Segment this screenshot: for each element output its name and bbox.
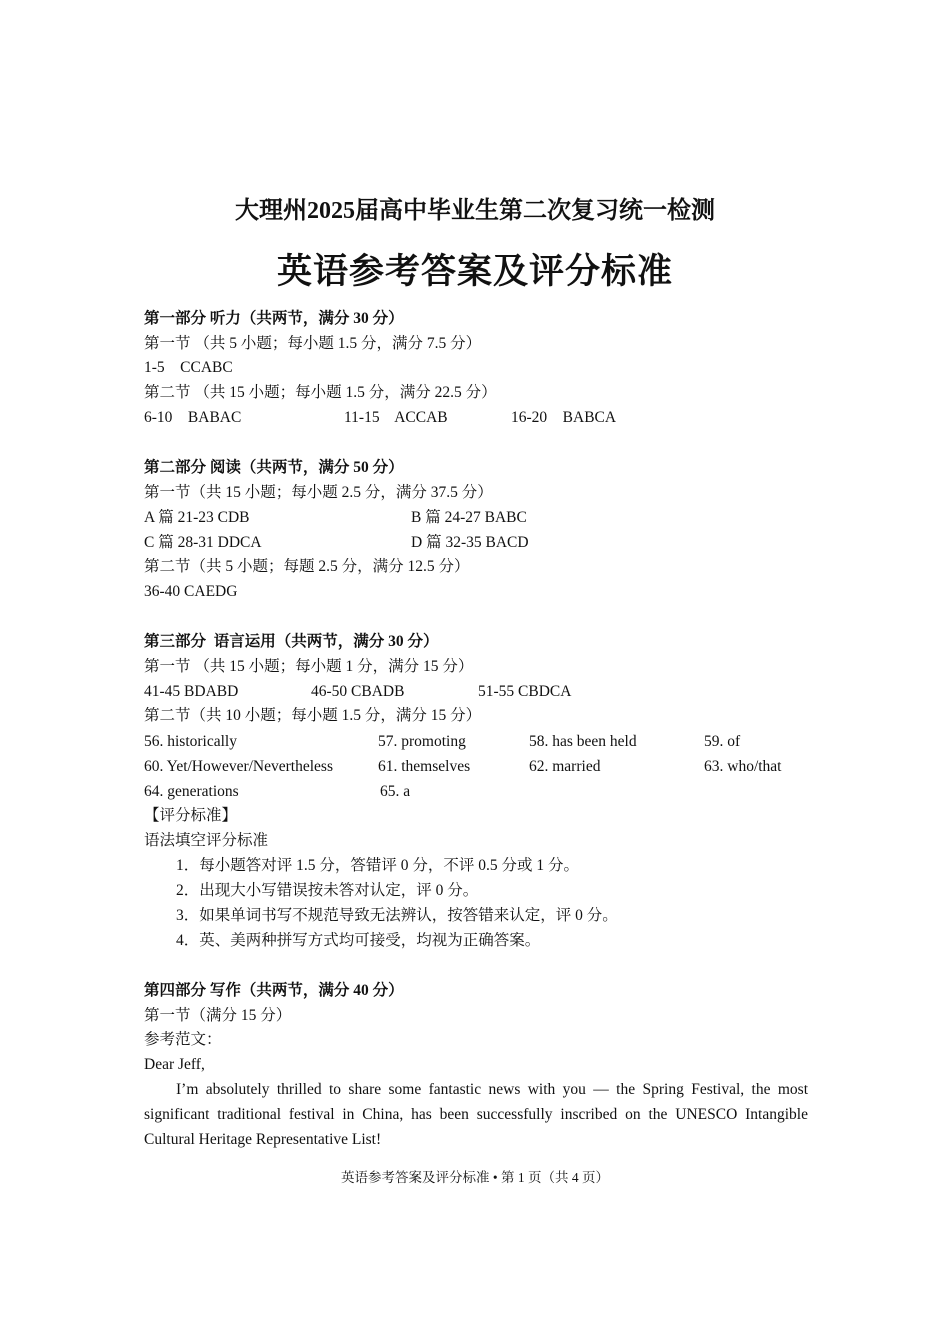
- sample-label: 参考范文：: [144, 1031, 222, 1048]
- answer-group: 41-45 BDABD: [144, 683, 239, 700]
- answer-group: 16-20 BABCA: [511, 409, 617, 426]
- answer-group: 6-10 BABAC: [144, 409, 242, 426]
- part2-section2: 第二节（共 5 小题；每题 2.5 分，满分 12.5 分）: [144, 558, 470, 575]
- grammar-answer: 58. has been held: [529, 733, 637, 750]
- part3-section2: 第二节（共 10 小题；每小题 1.5 分，满分 15 分）: [144, 707, 482, 724]
- grammar-answer: 59. of: [704, 733, 741, 750]
- part3-section1: 第一节 （共 15 小题；每小题 1 分，满分 15 分）: [144, 658, 474, 675]
- answer-group: 11-15 ACCAB: [344, 409, 448, 426]
- part1-section1-answers: 1-5 CCABC: [144, 359, 233, 376]
- answer-group: 46-50 CBADB: [311, 683, 405, 700]
- part4-heading: 第四部分 写作（共两节，满分 40 分）: [144, 982, 404, 999]
- part2-section2-answers: 36-40 CAEDG: [144, 583, 238, 600]
- criteria-item: 3．如果单词书写不规范导致无法辨认，按答错来认定，评 0 分。: [176, 907, 618, 924]
- reading-answer: C 篇 28-31 DDCA: [144, 534, 262, 551]
- grammar-answer: 65. a: [380, 783, 411, 800]
- letter-greeting: Dear Jeff,: [144, 1056, 205, 1073]
- criteria-item: 2．出现大小写错误按未答对认定，评 0 分。: [176, 882, 479, 899]
- exam-title: 大理州2025届高中毕业生第二次复习统一检测: [235, 198, 715, 224]
- part1-heading: 第一部分 听力（共两节，满分 30 分）: [144, 310, 404, 327]
- part1-section1: 第一节 （共 5 小题；每小题 1.5 分，满分 7.5 分）: [144, 335, 482, 352]
- grammar-answer: 60. Yet/However/Nevertheless: [144, 758, 333, 775]
- part4-section1: 第一节（满分 15 分）: [144, 1007, 292, 1024]
- part2-heading: 第二部分 阅读（共两节，满分 50 分）: [144, 459, 404, 476]
- scoring-criteria-title: 语法填空评分标准: [144, 832, 269, 849]
- part2-section1: 第一节（共 15 小题；每小题 2.5 分，满分 37.5 分）: [144, 484, 493, 501]
- part3-heading: 第三部分 语言运用（共两节，满分 30 分）: [144, 633, 439, 650]
- part1-section2: 第二节 （共 15 小题；每小题 1.5 分，满分 22.5 分）: [144, 384, 497, 401]
- letter-paragraph: I’m absolutely thrilled to share some fantastic news with you — the Spring Festival, the most significant traditional festival in China, has been successfully inscribed on the UNESCO Intangible Cultural Heritage Representative List!: [144, 1081, 808, 1148]
- reading-answer: D 篇 32-35 BACD: [411, 534, 529, 551]
- reading-answer: A 篇 21-23 CDB: [144, 509, 250, 526]
- grammar-answer: 61. themselves: [378, 758, 471, 775]
- criteria-item: 4．英、美两种拼写方式均可接受，均视为正确答案。: [176, 932, 541, 949]
- grammar-answer: 63. who/that: [704, 758, 782, 775]
- scoring-criteria-heading: 【评分标准】: [144, 807, 238, 824]
- reading-answer: B 篇 24-27 BABC: [411, 509, 527, 526]
- page-footer: 英语参考答案及评分标准 • 第 1 页（共 4 页）: [341, 1170, 609, 1185]
- answer-key-title: 英语参考答案及评分标准: [276, 252, 673, 291]
- grammar-answer: 62. married: [529, 758, 601, 775]
- answer-group: 51-55 CBDCA: [478, 683, 572, 700]
- criteria-item: 1．每小题答对评 1.5 分，答错评 0 分，不评 0.5 分或 1 分。: [176, 857, 580, 874]
- grammar-answer: 64. generations: [144, 783, 239, 800]
- grammar-answer: 56. historically: [144, 733, 237, 750]
- grammar-answer: 57. promoting: [378, 733, 466, 750]
